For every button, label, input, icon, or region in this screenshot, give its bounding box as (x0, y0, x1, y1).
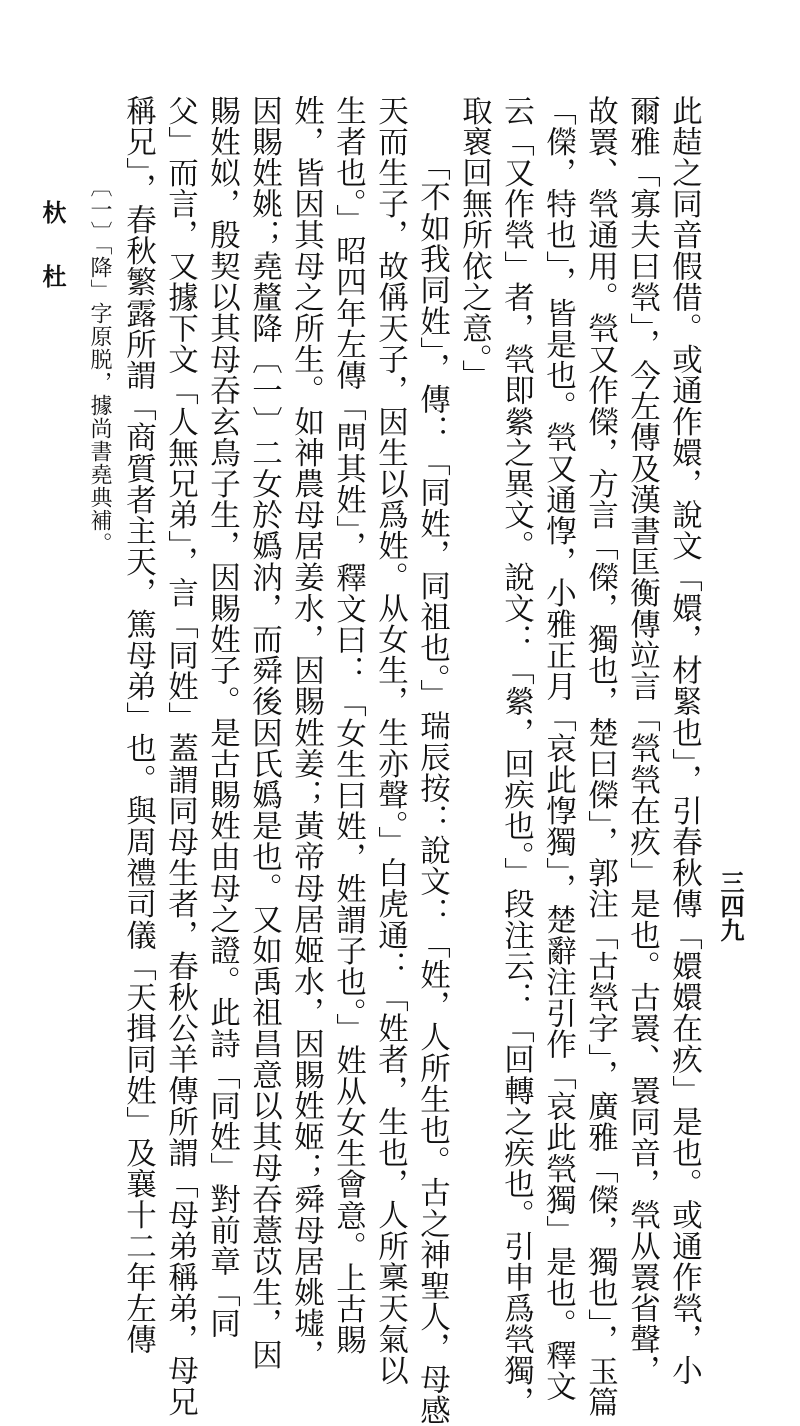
text-column-8: 天而生子，故偁天子，因生以爲姓。从女生，生亦聲。」白虎通：「姓者，生也，人所稟天氣以 (372, 95, 408, 1386)
text-column-14: 稱兄」，春秋繁露所謂「商質者主天，篤母弟」也。與周禮司儀「天揖同姓」及襄十二年左傳 (120, 95, 156, 1355)
footnote: 〔一〕「降」字原脱，據尚書堯典補。 (87, 175, 112, 555)
page-number: 三四九 (716, 870, 745, 942)
text-column-13: 父」而言，又據下文「人無兄弟」，言「同姓」蓋謂同母生者，春秋公羊傳所謂「母弟稱弟，母兄 (162, 95, 198, 1418)
text-column-10: 姓，皆因其母之所生。如神農母居姜水，因賜姓姜；黃帝母居姬水，因賜姓姬；舜母居姚墟， (288, 95, 324, 1371)
text-column-6: 取褱回無所依之意。」 (456, 95, 492, 391)
text-column-4: 「儝，特也」，皆是也。煢又通惸，小雅正月「哀此惸獨」，楚辭注引作「哀此煢獨」是也。釋文 (540, 95, 576, 1402)
text-column-9: 生者也。」昭四年左傳「問其姓」，釋文曰：「女生曰姓，姓謂子也。」姓从女生會意。上古賜 (330, 95, 366, 1356)
text-column-5: 云「又作煢」者，煢即縈之異文。說文：「縈，回疾也。」段注云：「回轉之疾也。引申爲煢獨， (498, 95, 534, 1418)
text-column-12: 賜姓姒，殷契以其母吞玄鳥子生，因賜姓子。是古賜姓由母之證。此詩「同姓」對前章「同 (204, 95, 240, 1339)
text-column-1: 此趌之同音假借。或通作嬛，說文「嬛，材緊也」，引春秋傳「嬛嬛在疚」是也。或通作煢，小 (666, 95, 702, 1386)
text-column-3: 故瞏、煢通用。煢又作儝，方言「儝，獨也，楚曰儝」，郭注「古煢字」，廣雅「儝，獨也」，玉篇 (582, 95, 618, 1418)
running-title: 杕杜 (38, 200, 67, 328)
text-column-11: 因賜姓姚；堯釐降〔一〕二女於嬀汭，而舜後因氏嬀是也。又如禹祖昌意以其母吞薏苡生，因 (246, 95, 282, 1371)
text-column-7: 「不如我同姓」，傳：「同姓，同祖也。」瑞辰按：說文：「姓，人所生也。古之神聖人，母感 (414, 150, 450, 1426)
text-column-2: 爾雅「寡夫曰煢」，今左傳及漢書匡衡傳竝言「煢煢在疚」是也。古瞏、瞏同音，煢从瞏省聲， (624, 95, 660, 1386)
